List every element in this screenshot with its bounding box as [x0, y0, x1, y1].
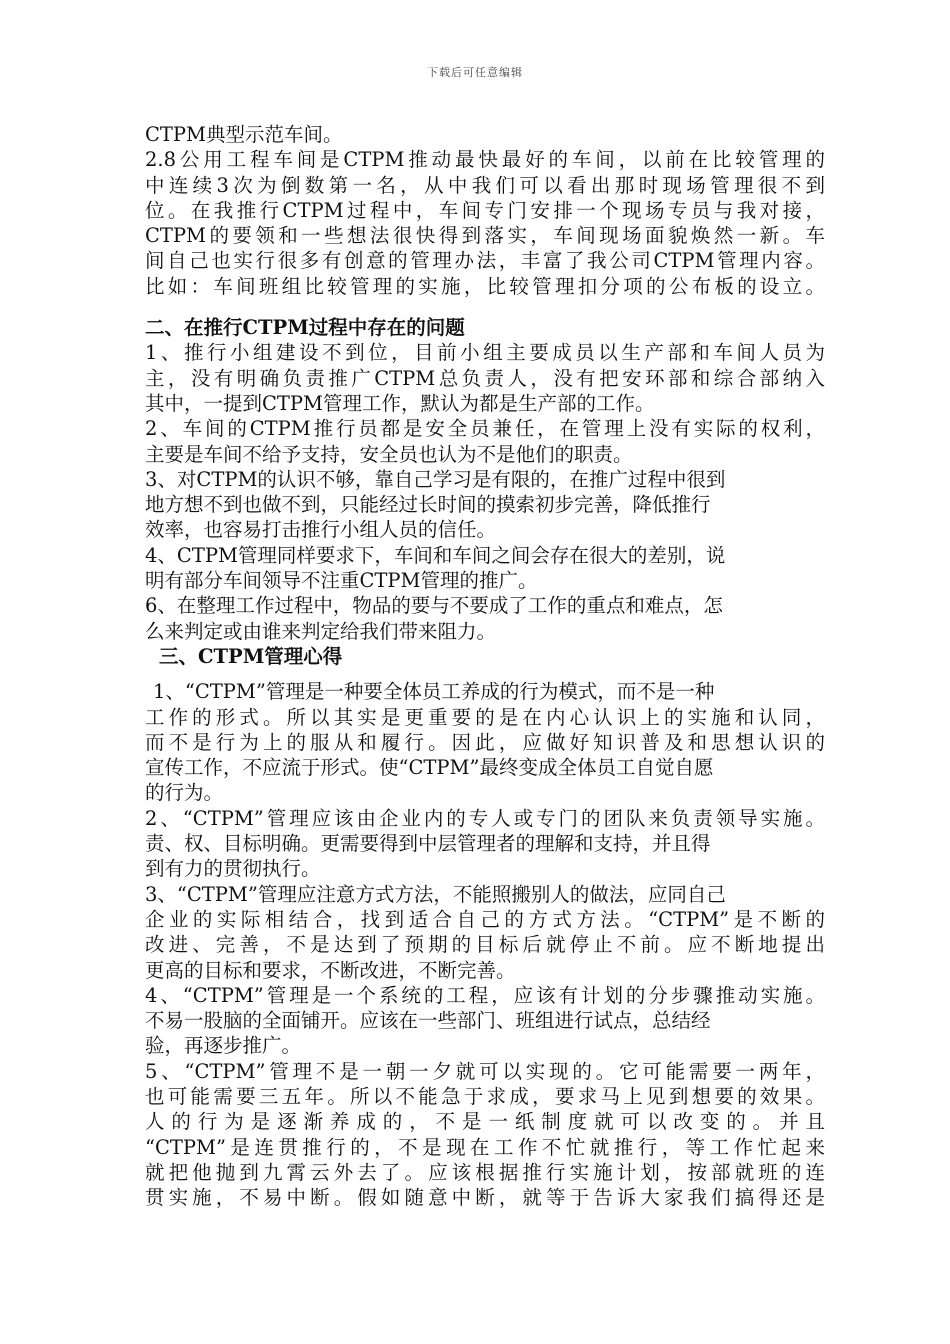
text-line: 贯实施，不易中断。假如随意中断，就等于告诉大家我们搞得还是	[145, 1186, 825, 1210]
text-line: 4、CTPM管理同样要求下，车间和车间之间会存在很大的差别，说	[145, 543, 726, 567]
text-line: 2.8公用工程车间是CTPM推动最快最好的车间，以前在比较管理的	[145, 148, 825, 172]
text-line: 工作的形式。所以其实是更重要的是在内心认识上的实施和认同，	[145, 705, 825, 729]
text-line: 4、“CTPM”管理是一个系统的工程，应该有计划的分步骤推动实施。	[145, 983, 825, 1007]
text-line: 位。在我推行CTPM过程中，车间专门安排一个现场专员与我对接，	[145, 198, 825, 222]
text-line: 验，再逐步推广。	[145, 1034, 302, 1058]
text-line: 5、“CTPM”管理不是一朝一夕就可以实现的。它可能需要一两年，	[145, 1059, 825, 1083]
text-line: “CTPM”是连贯推行的，不是现在工作不忙就推行，等工作忙起来	[145, 1135, 825, 1159]
text-line: 么来判定或由谁来判定给我们带来阻力。	[145, 619, 497, 643]
text-line: 其中，一提到CTPM管理工作，默认为都是生产部的工作。	[145, 391, 655, 415]
text-line: 1、推行小组建设不到位，目前小组主要成员以生产部和车间人员为	[145, 341, 825, 365]
text-line: 中连续3次为倒数第一名，从中我们可以看出那时现场管理很不到	[145, 173, 825, 197]
text-line: CTPM典型示范车间。	[145, 123, 343, 146]
text-line: 效率，也容易打击推行小组人员的信任。	[145, 518, 497, 542]
text-line: 2、“CTPM”管理应该由企业内的专人或专门的团队来负责领导实施。	[145, 806, 825, 830]
text-line: 3、“CTPM”管理应注意方式方法，不能照搬别人的做法，应同自己	[145, 882, 726, 906]
text-line: 间自己也实行很多有创意的管理办法，丰富了我公司CTPM管理内容。	[145, 249, 825, 273]
intro-paragraph	[145, 122, 825, 299]
text-line: 改进、完善，不是达到了预期的目标后就停止不前。应不断地提出	[145, 933, 825, 957]
text-line: 就把他抛到九霄云外去了。应该根据推行实施计划，按部就班的连	[145, 1160, 825, 1184]
text-line: 到有力的贯彻执行。	[145, 857, 321, 881]
text-line: 明有部分车间领导不注重CTPM管理的推广。	[145, 569, 538, 593]
problems-list	[145, 340, 825, 644]
text-line: 6、在整理工作过程中，物品的要与不要成了工作的重点和难点，怎	[145, 594, 723, 618]
section-heading-insights: 三、CTPM管理心得	[159, 644, 343, 668]
text-line: 3、对CTPM的认识不够，靠自己学习是有限的，在推广过程中很到	[145, 467, 726, 491]
text-line: 也可能需要三五年。所以不能急于求成，要求马上见到想要的效果。	[145, 1084, 825, 1108]
text-line: 主要是车间不给予支持，安全员也认为不是他们的职责。	[145, 442, 633, 466]
page-header: 下载后可任意编辑	[427, 66, 523, 79]
section-heading-problems: 二、在推行CTPM过程中存在的问题	[145, 316, 465, 340]
text-line: CTPM的要领和一些想法很快得到落实，车间现场面貌焕然一新。车	[145, 224, 825, 248]
text-line: 1、“CTPM”管理是一种要全体员工养成的行为模式，而不是一种	[153, 680, 715, 704]
text-line: 宣传工作，不应流于形式。使“CTPM”最终变成全体员工自觉自愿	[145, 756, 714, 780]
text-line: 更高的目标和要求，不断改进，不断完善。	[145, 958, 516, 982]
text-line: 的行为。	[145, 781, 224, 805]
text-line: 主，没有明确负责推广CTPM总负责人，没有把安环部和综合部纳入	[145, 366, 825, 390]
text-line: 不易一股脑的全面铺开。应该在一些部门、班组进行试点，总结经	[145, 1009, 711, 1033]
text-line: 人的行为是逐渐养成的，不是一纸制度就可以改变的。并且	[145, 1110, 825, 1134]
text-line: 企业的实际相结合，找到适合自己的方式方法。“CTPM”是不断的	[145, 907, 825, 931]
text-line: 责、权、目标明确。更需要得到中层管理者的理解和支持，并且得	[145, 832, 711, 856]
document-body	[145, 122, 825, 1210]
text-line: 而不是行为上的服从和履行。因此，应做好知识普及和思想认识的	[145, 730, 825, 754]
text-line: 2、车间的CTPM推行员都是安全员兼任，在管理上没有实际的权利，	[145, 417, 825, 441]
text-line: 地方想不到也做不到，只能经过长时间的摸索初步完善，降低推行	[145, 493, 711, 517]
insights-list	[145, 679, 825, 1210]
text-line: 比如：车间班组比较管理的实施，比较管理扣分项的公布板的设立。	[145, 274, 825, 298]
